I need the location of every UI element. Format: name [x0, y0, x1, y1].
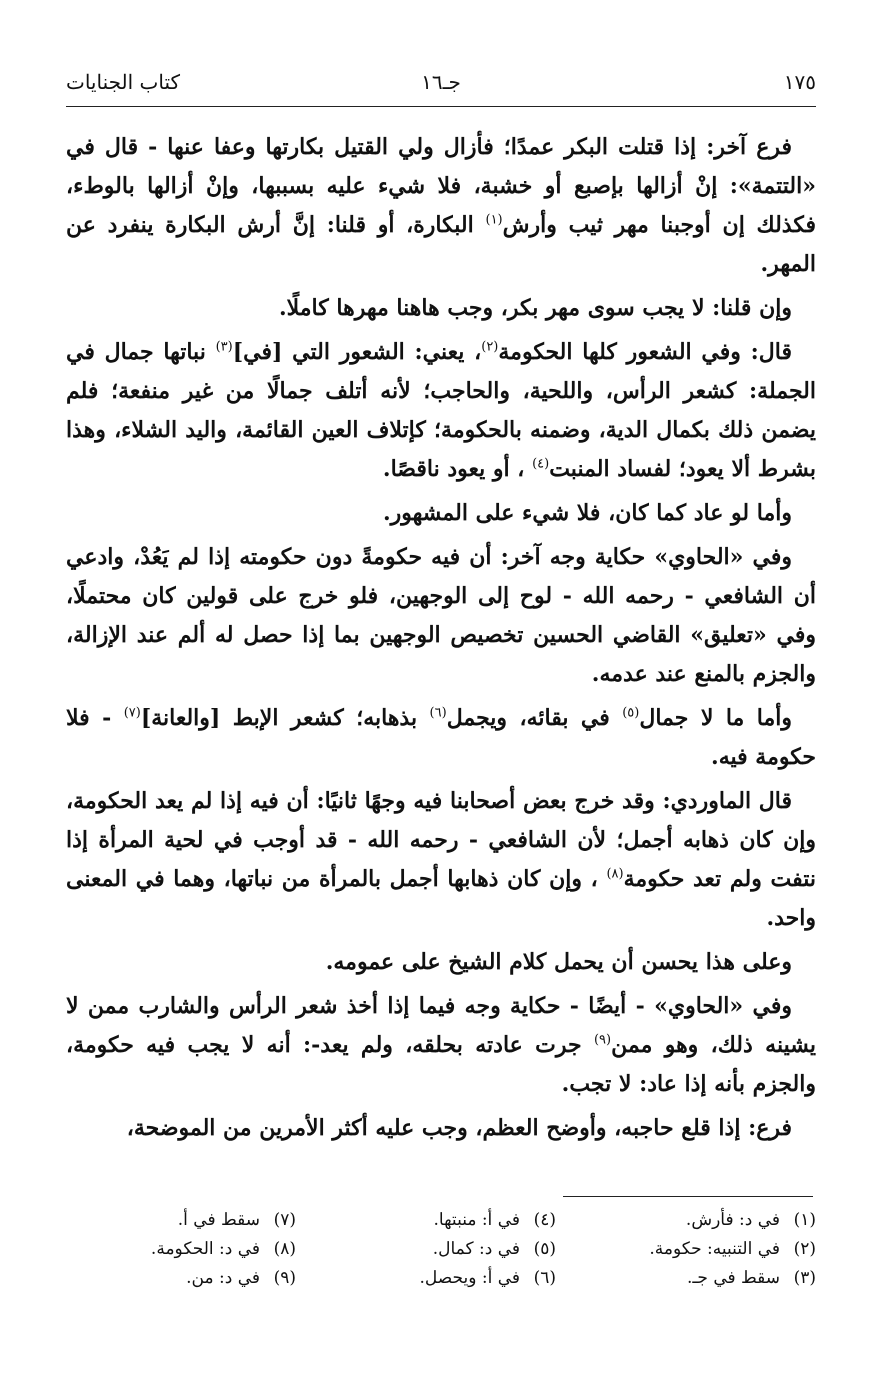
paragraph: [66, 987, 816, 1104]
footnote-column: [56, 1206, 296, 1293]
footnote-reference: (٣): [215, 339, 233, 355]
paragraph: [66, 494, 816, 533]
footnotes: [66, 1206, 816, 1302]
text-run: فرع: إذا قلع حاجبه، وأوضح العظم، وجب عليه أكثر الأمرين من الموضحة،: [126, 1115, 792, 1141]
text-run: وفي «الحاوي» - أيضًا - حكاية وجه فيما إذا أخذ شعر الرأس والشارب ممن لا يشينه ذلك، وهو ممن: [66, 993, 816, 1058]
page-number: ١٧٥: [783, 70, 816, 94]
paragraph: [66, 128, 816, 284]
paragraph: [66, 333, 816, 489]
footnote-reference: (٦): [429, 705, 447, 721]
paragraph: [66, 782, 816, 938]
footnote: (٣)سقط في جـ.: [687, 1268, 816, 1288]
footnote-reference: (٢): [481, 339, 499, 355]
text-run: البكارة، أو قلنا: إنَّ أرش البكارة ينفرد عن المهر.: [66, 212, 816, 277]
footnote-reference: (١): [485, 212, 503, 228]
footnote-column: [316, 1206, 556, 1293]
footnote: (٩)في د: من.: [186, 1268, 296, 1288]
footnote-reference: (٩): [593, 1032, 612, 1048]
footnote: (١)في د: فأرش.: [685, 1210, 816, 1230]
text-run: ، يعني: الشعور التي [في]: [232, 339, 482, 365]
text-run: - فلا حكومة فيه.: [66, 705, 816, 770]
volume-label: جـ١٦: [421, 70, 461, 94]
text-run: وفي «الحاوي» حكاية وجه آخر: أن فيه حكومةً دون حكومته إذا لم يَعُدْ، وادعي أن الشافعي - رحمه الله - لوح إلى الوجهين، فلو خرج على قولين كان محتملًا، وفي «تعليق» القاضي الحسين تخصيص الوجهين بما إذا حصل له ألم عند الإزالة، والجزم بالمنع عند عدمه.: [66, 544, 816, 687]
footnote-reference: (٧): [123, 705, 141, 721]
text-run: وأما لو عاد كما كان، فلا شيء على المشهور.: [383, 500, 792, 526]
text-run: وعلى هذا يحسن أن يحمل كلام الشيخ على عمومه.: [325, 949, 792, 975]
text-run: قال الماوردي: وقد خرج بعض أصحابنا فيه وجهًا ثانيًا: أن فيه إذا لم يعد الحكومة، وإن كان ذهابه أجمل؛ لأن الشافعي - رحمه الله - قد أوجب في لحية المرأة إذا نتفت ولم تعد حكومة: [66, 788, 817, 892]
paragraph: [66, 289, 816, 328]
book-title: كتاب الجنايات: [66, 70, 181, 94]
text-run: وأما ما لا جمال: [639, 705, 792, 731]
paragraph: [66, 699, 816, 777]
footnote-reference: (٥): [622, 705, 640, 721]
text-run: قال: وفي الشعور كلها الحكومة: [498, 339, 792, 365]
text-run: بذهابه؛ كشعر الإبط [والعانة]: [140, 705, 430, 731]
text-run: جرت عادته بحلقه، ولم يعد-: أنه لا يجب فيه حكومة، والجزم بأنه إذا عاد: لا تجب.: [66, 1032, 816, 1097]
text-run: فرع آخر: إذا قتلت البكر عمدًا؛ فأزال ولي القتيل بكارتها وعفا عنها - قال في «التتمة»: إنْ أزالها بإصبع أو خشبة، فلا شيء عليه بسببها، وإنْ أزالها بالوطء، فكذلك إن أوجبنا مهر ثيب وأرش: [66, 134, 816, 238]
text-run: نباتها جمال في الجملة: كشعر الرأس، واللحية، والحاجب؛ لأنه أتلف جمالًا من غير منفعة؛ فلم يضمن ذلك بكمال الدية، وضمنه بالحكومة؛ كإتلاف العين القائمة، واليد الشلاء، وهذا بشرط ألا يعود؛ لفساد المنبت: [66, 339, 816, 482]
text-run: وإن قلنا: لا يجب سوى مهر بكر، وجب هاهنا مهرها كاملًا.: [278, 295, 792, 321]
footnote-reference: (٤): [532, 456, 550, 472]
footnote-column: [576, 1206, 816, 1293]
main-text: [66, 128, 816, 1153]
footnote: (٦)في أ: ويحصل.: [419, 1268, 556, 1288]
text-run: ، أو يعود ناقصًا.: [382, 456, 533, 482]
footnote: (٧)سقط في أ.: [177, 1210, 296, 1230]
footnote-divider: [563, 1196, 813, 1197]
header-divider: [66, 106, 816, 107]
paragraph: [66, 538, 816, 694]
paragraph: [66, 1109, 816, 1148]
running-head: [66, 70, 816, 100]
footnote: (٢)في التنبيه: حكومة.: [649, 1239, 816, 1259]
footnote-reference: (٨): [606, 866, 624, 882]
paragraph: [66, 943, 816, 982]
text-run: ، وإن كان ذهابها أجمل بالمرأة من نباتها، وهما في المعنى واحد.: [66, 866, 816, 931]
footnote: (٤)في أ: منبتها.: [433, 1210, 556, 1230]
footnote: (٨)في د: الحكومة.: [150, 1239, 296, 1259]
footnote: (٥)في د: كمال.: [432, 1239, 556, 1259]
text-run: في بقائه، ويجمل: [446, 705, 623, 731]
